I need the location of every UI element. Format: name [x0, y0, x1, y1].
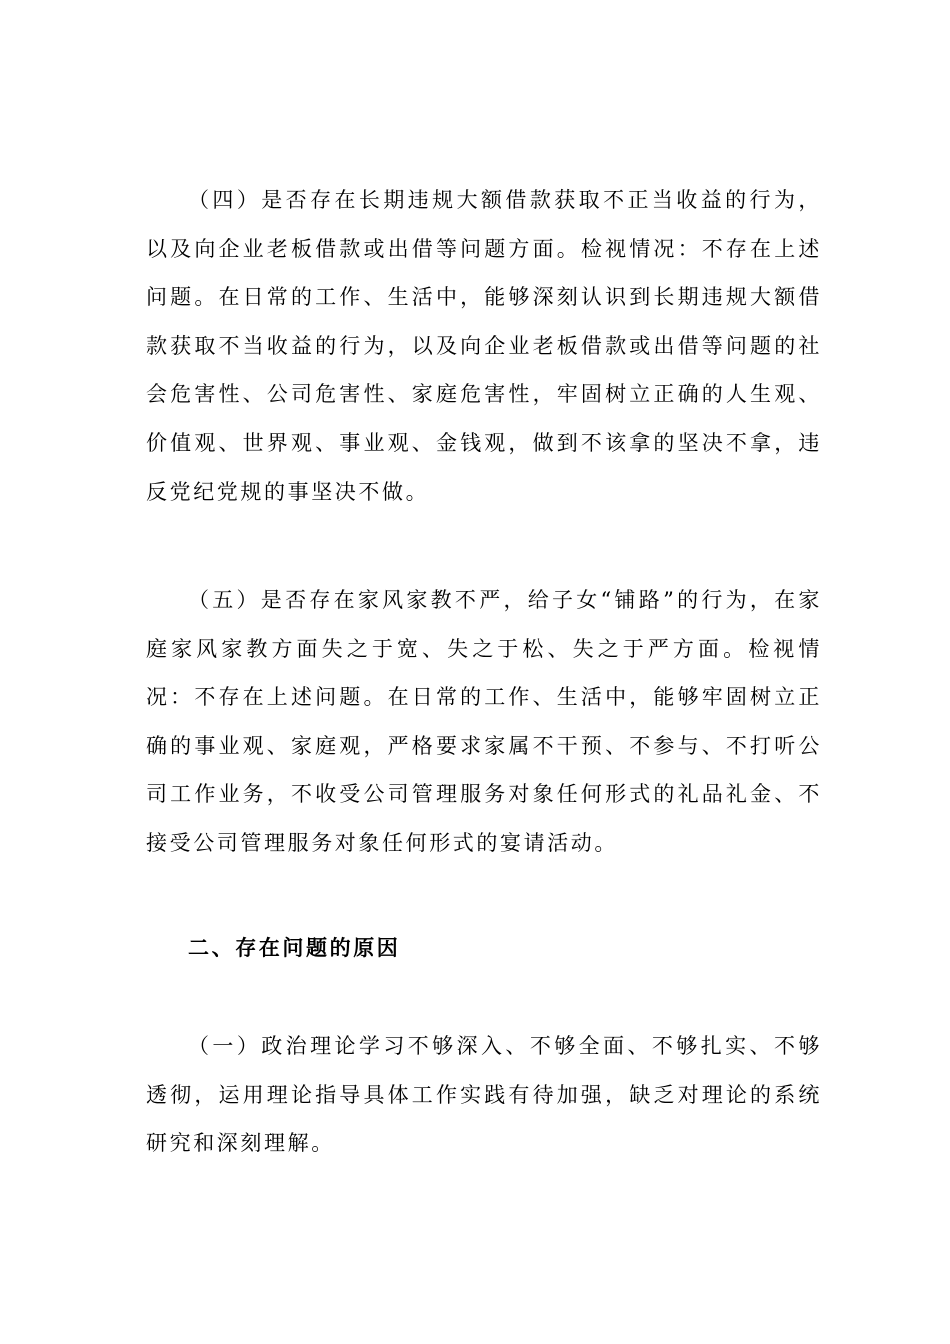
section-heading: 二、存在问题的原因	[188, 935, 401, 960]
paragraph-item-5: （五）是否存在家风家教不严，给子女“铺路”的行为，在家庭家风家教方面失之于宽、失之于松、失之于严方面。检视情况：不存在上述问题。在日常的工作、生活中，能够牢固树立正确的事业观、家庭观，严格要求家属不干预、不参与、不打听公司工作业务，不收受公司管理服务对象任何形式的礼品礼金、不接受公司管理服务对象任何形式的宴请活动。	[146, 588, 822, 855]
paragraph-item-1: （一）政治理论学习不够深入、不够全面、不够扎实、不够透彻，运用理论指导具体工作实践有待加强，缺乏对理论的系统研究和深刻理解。	[146, 1034, 822, 1156]
paragraph-item-4: （四）是否存在长期违规大额借款获取不正当收益的行为，以及向企业老板借款或出借等问题方面。检视情况：不存在上述问题。在日常的工作、生活中，能够深刻认识到长期违规大额借款获取不当收益的行为，以及向企业老板借款或出借等问题的社会危害性、公司危害性、家庭危害性，牢固树立正确的人生观、价值观、世界观、事业观、金钱观，做到不该拿的坚决不拿，违反党纪党规的事坚决不做。	[146, 188, 822, 504]
